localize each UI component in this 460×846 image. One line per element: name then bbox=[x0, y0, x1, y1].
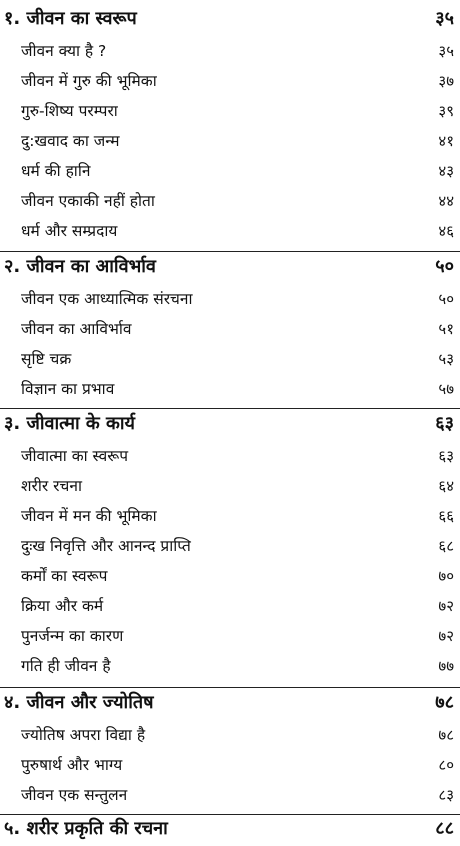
chapter-page-number: ६३ bbox=[435, 413, 454, 434]
section-entry bbox=[0, 286, 460, 314]
section-page-number: ६६ bbox=[438, 507, 454, 525]
chapter-entry bbox=[0, 816, 460, 844]
chapter-number: ४. bbox=[4, 692, 21, 713]
chapter-title-text: जीवन का स्वरूप bbox=[26, 8, 137, 29]
section-page-number: ६४ bbox=[438, 477, 454, 495]
chapter-number: १. bbox=[4, 8, 21, 29]
section-title: दुःख निवृत्ति और आनन्द प्राप्ति bbox=[21, 537, 191, 555]
chapter-title bbox=[4, 411, 135, 435]
section-entry bbox=[0, 443, 460, 471]
section-entry bbox=[0, 653, 460, 681]
section-title: गुरु-शिष्य परम्परा bbox=[21, 102, 118, 120]
section-entry bbox=[0, 38, 460, 66]
section-page-number: ४४ bbox=[438, 192, 454, 210]
section-title: दु:खवाद का जन्म bbox=[21, 132, 120, 150]
section-title: शरीर रचना bbox=[21, 477, 82, 495]
section-page-number: ८३ bbox=[438, 786, 454, 804]
section-page-number: ७७ bbox=[438, 657, 454, 675]
section-entry bbox=[0, 98, 460, 126]
section-page-number: ७२ bbox=[438, 597, 454, 615]
chapter-divider bbox=[0, 687, 460, 688]
chapter-page-number: ५० bbox=[435, 256, 454, 277]
section-title: जीवन में गुरु की भूमिका bbox=[21, 72, 157, 90]
section-entry bbox=[0, 503, 460, 531]
chapter-divider bbox=[0, 408, 460, 409]
section-page-number: ५७ bbox=[438, 380, 454, 398]
section-title: सृष्टि चक्र bbox=[21, 350, 72, 368]
section-entry bbox=[0, 316, 460, 344]
section-entry bbox=[0, 593, 460, 621]
chapter-number: २. bbox=[4, 256, 21, 277]
section-page-number: ४१ bbox=[438, 132, 454, 150]
section-page-number: ३९ bbox=[438, 102, 454, 120]
section-entry bbox=[0, 158, 460, 186]
section-page-number: ७८ bbox=[438, 726, 454, 744]
section-page-number: ४६ bbox=[438, 222, 454, 240]
section-title: क्रिया और कर्म bbox=[21, 597, 104, 615]
section-title: विज्ञान का प्रभाव bbox=[21, 380, 115, 398]
chapter-title bbox=[4, 816, 168, 840]
chapter-title bbox=[4, 254, 156, 278]
section-page-number: ५० bbox=[438, 290, 454, 308]
section-entry bbox=[0, 218, 460, 246]
section-page-number: ७० bbox=[438, 567, 454, 585]
section-entry bbox=[0, 376, 460, 404]
section-page-number: ३५ bbox=[438, 42, 454, 60]
chapter-number: ५. bbox=[4, 818, 21, 839]
section-entry bbox=[0, 188, 460, 216]
chapter-divider bbox=[0, 814, 460, 815]
section-entry bbox=[0, 68, 460, 96]
chapter-entry bbox=[0, 690, 460, 718]
chapter-entry bbox=[0, 411, 460, 439]
section-title: जीवात्मा का स्वरूप bbox=[21, 447, 129, 465]
section-title: ज्योतिष अपरा विद्या है bbox=[21, 726, 146, 744]
section-page-number: ४३ bbox=[438, 162, 454, 180]
section-entry bbox=[0, 563, 460, 591]
chapter-entry bbox=[0, 6, 460, 34]
section-entry bbox=[0, 346, 460, 374]
section-title: धर्म की हानि bbox=[21, 162, 91, 180]
section-title: पुनर्जन्म का कारण bbox=[21, 627, 124, 645]
section-title: पुरुषार्थ और भाग्य bbox=[21, 756, 123, 774]
section-page-number: ७२ bbox=[438, 627, 454, 645]
chapter-title-text: जीवन का आविर्भाव bbox=[26, 256, 156, 277]
section-entry bbox=[0, 722, 460, 750]
section-entry bbox=[0, 533, 460, 561]
chapter-title-text: जीवन और ज्योतिष bbox=[26, 692, 154, 713]
section-title: जीवन में मन की भूमिका bbox=[21, 507, 157, 525]
section-title: कर्मों का स्वरूप bbox=[21, 567, 108, 585]
section-entry bbox=[0, 128, 460, 156]
chapter-number: ३. bbox=[4, 413, 21, 434]
chapter-title-text: जीवात्मा के कार्य bbox=[26, 413, 135, 434]
section-page-number: ६८ bbox=[438, 537, 454, 555]
section-title: जीवन क्या है ? bbox=[21, 42, 107, 60]
chapter-page-number: ७८ bbox=[435, 692, 454, 713]
section-entry bbox=[0, 752, 460, 780]
section-entry bbox=[0, 473, 460, 501]
section-title: जीवन एक आध्यात्मिक संरचना bbox=[21, 290, 193, 308]
chapter-title bbox=[4, 6, 137, 30]
section-title: जीवन का आविर्भाव bbox=[21, 320, 132, 338]
chapter-title bbox=[4, 690, 154, 714]
chapter-page-number: ८८ bbox=[435, 818, 454, 839]
section-title: धर्म और सम्प्रदाय bbox=[21, 222, 118, 240]
section-page-number: ८० bbox=[438, 756, 454, 774]
chapter-title-text: शरीर प्रकृति की रचना bbox=[26, 818, 168, 839]
chapter-divider bbox=[0, 251, 460, 252]
section-page-number: ५३ bbox=[438, 350, 454, 368]
section-title: जीवन एक सन्तुलन bbox=[21, 786, 128, 804]
section-title: जीवन एकाकी नहीं होता bbox=[21, 192, 155, 210]
chapter-page-number: ३५ bbox=[435, 8, 454, 29]
section-page-number: ५१ bbox=[438, 320, 454, 338]
section-title: गति ही जीवन है bbox=[21, 657, 111, 675]
chapter-entry bbox=[0, 254, 460, 282]
section-page-number: ६३ bbox=[438, 447, 454, 465]
section-entry bbox=[0, 623, 460, 651]
section-entry bbox=[0, 782, 460, 810]
section-page-number: ३७ bbox=[438, 72, 454, 90]
